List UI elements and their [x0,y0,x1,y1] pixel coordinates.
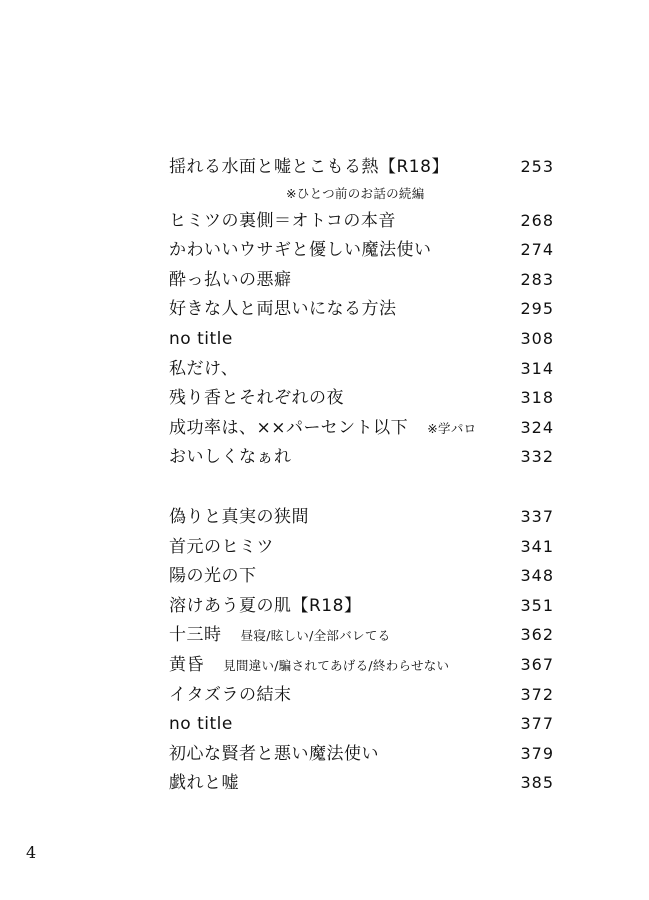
toc-entry-title: イタズラの結末 [169,684,292,705]
toc-entry-subtitle: ※学パロ [427,420,477,436]
toc-entry [169,502,554,532]
toc-entry-title: おいしくなぁれ [169,447,292,468]
toc-entry-title: 溶けあう夏の肌【R18】 [169,595,362,616]
toc-entry-subtitle: 昼寝/眩しい/全部バレてる [240,628,391,644]
toc-entry-page: 385 [520,773,554,793]
toc-entry-title: 揺れる水面と嘘とこもる熱【R18】 [169,157,449,177]
toc-entry [169,680,554,710]
toc-entry-page: 308 [520,328,554,348]
toc-entry [169,152,554,182]
section-gap [169,472,554,502]
toc-entry-title: no title [169,714,233,735]
toc-entry-title: 黄昏 [169,654,204,675]
toc-entry-page: 341 [520,536,554,556]
toc-entry [169,620,554,650]
toc-note-row [169,182,554,206]
toc-entry-title: 偽りと真実の狭間 [169,506,309,527]
toc-entry-title: 酔っ払いの悪癖 [169,269,292,290]
table-of-contents [169,152,554,798]
toc-group-1 [169,152,554,472]
toc-entry-page: 324 [520,417,554,437]
toc-entry [169,709,554,739]
toc-entry-title: かわいいウサギと優しい魔法使い [169,240,432,261]
page-number: 4 [26,843,37,862]
toc-entry-subtitle: 見間違い/騙されてあげる/終わらせない [223,657,450,673]
toc-entry-title: 戯れと嘘 [169,773,239,794]
toc-entry-page: 295 [520,299,554,319]
toc-entry-title: 初心な賢者と悪い魔法使い [169,743,379,764]
toc-entry [169,265,554,295]
toc-entry [169,413,554,443]
toc-entry-page: 274 [520,240,554,260]
toc-entry-title: 十三時 [169,625,222,646]
toc-entry-title: ヒミツの裏側＝オトコの本音 [169,210,396,231]
toc-entry [169,442,554,472]
toc-entry-title: 好きな人と両思いになる方法 [169,299,397,320]
toc-entry [169,532,554,562]
toc-entry [169,768,554,798]
toc-entry [169,591,554,621]
toc-entry-title: 成功率は、××パーセント以下 [169,417,409,438]
toc-entry-title: 残り香とそれぞれの夜 [169,388,344,409]
toc-entry-page: 348 [520,566,554,586]
toc-note: ※ひとつ前のお話の続編 [286,185,425,201]
toc-entry [169,206,554,236]
toc-entry-title: 首元のヒミツ [169,536,274,557]
toc-entry-page: 372 [520,684,554,704]
toc-entry [169,561,554,591]
toc-entry [169,354,554,384]
toc-entry-page: 332 [520,447,554,467]
toc-entry-page: 362 [520,625,554,645]
toc-entry-page: 367 [520,654,554,674]
toc-entry-page: 283 [520,269,554,289]
toc-entry-page: 379 [520,743,554,763]
toc-entry-title: no title [169,328,233,349]
toc-entry [169,324,554,354]
toc-entry-page: 253 [520,157,554,176]
toc-entry-title: 陽の光の下 [169,566,257,587]
toc-entry-page: 377 [520,714,554,734]
toc-entry [169,650,554,680]
toc-entry-page: 337 [520,506,554,526]
toc-entry-page: 351 [520,595,554,615]
toc-entry [169,383,554,413]
toc-entry-page: 318 [520,388,554,408]
toc-entry [169,739,554,769]
toc-entry [169,235,554,265]
toc-group-2 [169,502,554,798]
toc-entry-page: 268 [520,210,554,230]
toc-entry-page: 314 [520,358,554,378]
toc-entry-title: 私だけ、 [169,358,239,379]
toc-entry [169,294,554,324]
